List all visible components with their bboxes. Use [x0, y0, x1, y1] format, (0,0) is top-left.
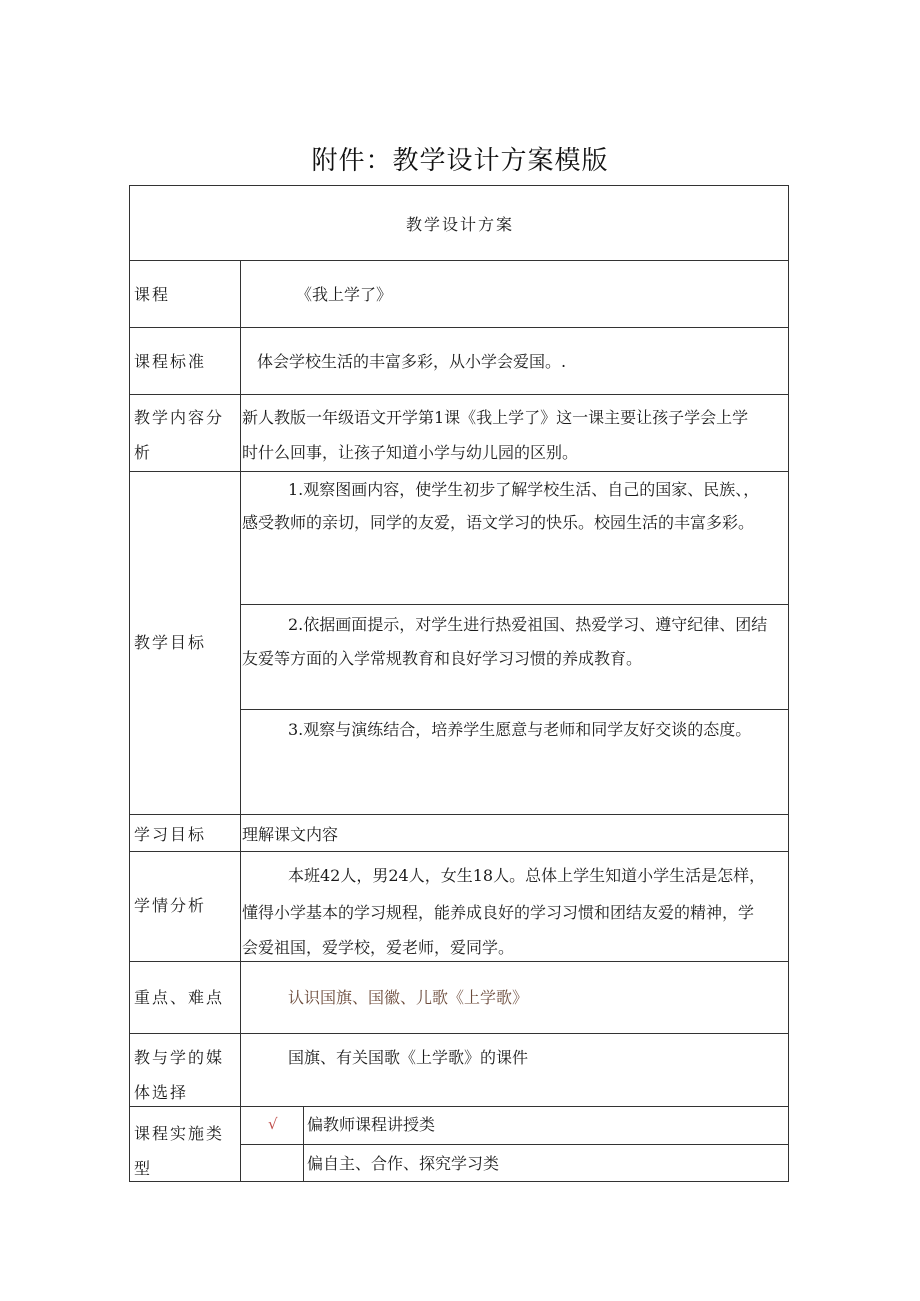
learning-goal-value: 理解课文内容	[242, 825, 339, 844]
key-points-label: 重点、难点	[134, 988, 225, 1007]
learner-analysis-text: 本班42人，男24人，女生18人。总体上学生知道小学生活是怎样，	[288, 866, 766, 885]
learner-analysis-label: 学情分析	[134, 896, 207, 915]
checkbox-column-divider	[303, 1106, 304, 1181]
row-divider	[130, 1033, 788, 1034]
goal-divider	[240, 709, 788, 710]
content-analysis-label: 析	[134, 443, 153, 462]
media-label: 教与学的媒	[134, 1048, 225, 1067]
impl-type-label: 课程实施类	[134, 1124, 225, 1143]
row-divider	[130, 851, 788, 852]
teaching-goals-label: 教学目标	[134, 633, 207, 652]
form-header: 教学设计方案	[405, 215, 514, 234]
content-analysis-text: 时什么回事，让孩子知道小学与幼儿园的区别。	[242, 443, 579, 462]
media-label: 体选择	[134, 1083, 189, 1102]
row-divider	[130, 1106, 788, 1107]
learner-analysis-text: 懂得小学基本的学习规程，能养成良好的学习习惯和团结友爱的精神，学	[242, 903, 755, 922]
impl-type-label: 型	[134, 1159, 153, 1178]
standard-label: 课程标准	[134, 352, 207, 371]
impl-option-self-directed: 偏自主、合作、探究学习类	[307, 1154, 500, 1173]
course-value: 《我上学了》	[296, 285, 393, 304]
impl-option-teacher-led: 偏教师课程讲授类	[307, 1115, 436, 1134]
goal-1-text: 1.观察图画内容，使学生初步了解学校生活、自己的国家、民族、，	[288, 480, 760, 499]
learning-goal-label: 学习目标	[134, 825, 207, 844]
learner-analysis-text: 会爱祖国，爱学校，爱老师，爱同学。	[242, 938, 515, 957]
column-divider	[240, 260, 241, 1181]
goal-3-text: 3.观察与演练结合，培养学生愿意与老师和同学友好交谈的态度。	[288, 720, 752, 739]
lesson-plan-form	[129, 185, 789, 1182]
goal-2-text: 友爱等方面的入学常规教育和良好学习习惯的养成教育。	[242, 649, 643, 668]
standard-value: 体会学校生活的丰富多彩，从小学会爱国。.	[257, 352, 567, 371]
row-divider	[130, 260, 788, 261]
row-divider	[130, 327, 788, 328]
goal-1-text: 感受教师的亲切，同学的友爱，语文学习的快乐。校园生活的丰富多彩。	[242, 513, 755, 532]
check-mark-icon[interactable]: √	[268, 1115, 278, 1133]
key-points-value: 认识国旗、国徽、儿歌《上学歌》	[288, 988, 529, 1007]
row-divider	[130, 471, 788, 472]
content-analysis-label: 教学内容分	[134, 408, 225, 427]
content-analysis-text: 新人教版一年级语文开学第1课《我上学了》这一课主要让孩子学会上学	[242, 408, 749, 427]
goal-divider	[240, 604, 788, 605]
option-divider	[240, 1144, 788, 1145]
row-divider	[130, 814, 788, 815]
document-title: 附件：教学设计方案模版	[311, 146, 609, 176]
course-label: 课程	[134, 285, 171, 304]
media-value: 国旗、有关国歌《上学歌》的课件	[288, 1048, 529, 1067]
goal-2-text: 2.依据画面提示，对学生进行热爱祖国、热爱学习、遵守纪律、团结	[288, 615, 768, 634]
row-divider	[130, 394, 788, 395]
